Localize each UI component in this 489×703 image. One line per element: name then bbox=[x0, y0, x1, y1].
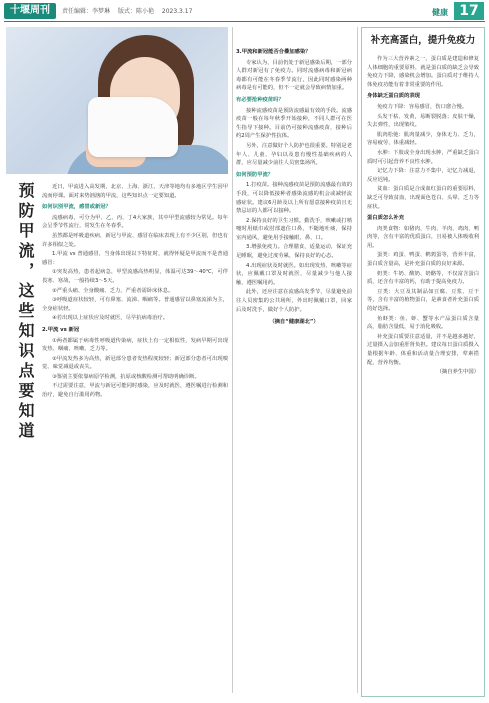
paragraph: 补充蛋白质要注意适量，并不是越多越好，过量摄入会加重肝肾负担。建议每日蛋白质摄入量根据年龄、体重和活动量合理安排，荤素搭配，营养均衡。 bbox=[367, 333, 479, 366]
subheading: 身体缺乏蛋白质的表现 bbox=[367, 93, 420, 100]
paragraph: ②甲流发热多为高热，新冠部分患者发热程度较轻；新冠部分患者可出现嗅觉、味觉减退或丧失。 bbox=[42, 355, 228, 371]
paragraph: ①突发高热，患者起病急，甲型流感高热明显，体温可达39～40℃，可伴畏寒、寒战，一般持续3～5天。 bbox=[42, 269, 228, 284]
paragraph: ①两者都属于病毒性呼吸道传染病，症状上有一定相似性，发病早期可出现发热、咽痛、咳嗽、乏力等。 bbox=[42, 337, 228, 353]
brand-logo: 十堰周刊 bbox=[4, 3, 56, 19]
paragraph: 水肿：下肢或全身出现水肿，严重缺乏蛋白质时可引起营养不良性水肿。 bbox=[367, 149, 479, 165]
subheading: 如何预防甲流？ bbox=[236, 171, 274, 178]
source-note: （摘自“健康湖北”） bbox=[269, 319, 319, 326]
paragraph: 鱼虾类：鱼、虾、蟹等水产品蛋白质含量高，脂肪含量低，易于消化吸收。 bbox=[367, 315, 479, 331]
paragraph: 蛋类：鸡蛋、鸭蛋、鹌鹑蛋等，营养丰富，蛋白质含量高，是补充蛋白质的良好来源。 bbox=[367, 252, 479, 268]
paragraph: ③鉴别主要依靠病原学检测，抗原或核酸检测可帮助明确诊断。 bbox=[52, 373, 200, 380]
header-meta bbox=[62, 6, 198, 15]
column-divider bbox=[232, 27, 233, 693]
paragraph: 贫血：蛋白质是合成血红蛋白的重要原料，缺乏可导致贫血，出现面色苍白、头晕、乏力等症状。 bbox=[367, 186, 479, 210]
paragraph: 另外，注意做好个人防护也很重要。特别是老年人、儿童、孕妇以及患有慢性基础疾病的人群，应尽量减少前往人员密集场所。 bbox=[236, 142, 352, 167]
subheading: 蛋白质怎么补充 bbox=[367, 215, 405, 222]
source-note: （摘自养生中国） bbox=[436, 369, 479, 376]
paragraph: 1.打疫苗。接种流感疫苗是预防流感最有效的手段，可以降低接种者感染流感的机会或减轻流感症状。建议6月龄及以上所有愿意接种疫苗且无禁忌证的人都可以接种。 bbox=[236, 182, 352, 215]
sneezing-woman-photo bbox=[6, 27, 228, 174]
paragraph: 不过需要注意，甲流与新冠可能同时感染，应及时就医，遵医嘱进行检测和治疗，避免自行滥用药物。 bbox=[42, 383, 228, 399]
subheading: 3.甲流和新冠能否合叠加感染？ bbox=[236, 49, 311, 55]
column-divider bbox=[357, 27, 358, 693]
paragraph: 接种流感疫苗是预防流感最有效的手段。流感疫苗一般在每年秋季开始接种，不同人群可在医生指导下接种。目前仍可接种流感疫苗，接种后约2周产生保护性抗体。 bbox=[236, 107, 352, 140]
page-number: 17 bbox=[454, 2, 484, 20]
paragraph: 作为三大营养素之一，蛋白质是建造和修复人体细胞的重要原料，就是蛋白质的缺乏会导致免疫力下降，感染机会增加。蛋白质对于维持人体免疫功能有着非常重要的作用。 bbox=[367, 56, 479, 88]
article-column-1 bbox=[42, 183, 228, 693]
paragraph: ④若出现以上症状应及时就医，尽早抗病毒治疗。 bbox=[52, 315, 168, 322]
header-rule bbox=[4, 21, 485, 22]
subheading: 有必要抢种疫苗吗？ bbox=[236, 96, 284, 103]
sidebar-box bbox=[361, 27, 485, 697]
paragraph: 1.甲流 vs 普通感冒，当身体出现以下特征时，就得怀疑是甲流而不是普通感冒： bbox=[42, 251, 228, 266]
editor-credit: 责任编辑：李梦琳 bbox=[62, 8, 111, 15]
paragraph: ③呼吸道症状较轻，可有鼻塞、流涕、咽痛等。普通感冒以鼻塞流涕为主，全身症状轻。 bbox=[42, 297, 228, 312]
paragraph: 免疫力下降：容易感冒，伤口愈合慢。 bbox=[377, 103, 468, 110]
page-header bbox=[0, 0, 489, 22]
sidebar-content bbox=[367, 29, 479, 378]
design-credit: 版式：陈小艳 bbox=[117, 8, 154, 15]
paragraph: 虽然都是呼吸道疾病，新冠与甲流、感冒在临床表现上有不少区别，但也有许多相似之处。 bbox=[42, 232, 228, 248]
paragraph: 头发干枯、发黄，易断裂脱落；皮肤干燥，失去弹性，出现皱纹。 bbox=[367, 113, 479, 129]
paragraph: 肌肉松弛：肌肉量减少，身体无力、乏力，容易疲劳，体重减轻。 bbox=[367, 131, 479, 147]
issue-date: 2023.3.17 bbox=[161, 8, 193, 15]
paragraph: 肉类食物：如猪肉、牛肉、羊肉、鸡肉、鸭肉等，含有丰富的优质蛋白，且易被人体吸收利用。 bbox=[367, 225, 479, 249]
paragraph: 豆类：大豆及其制品如豆腐、豆浆、豆干等，含有丰富的植物蛋白，是素食者补充蛋白质的好选择。 bbox=[367, 288, 479, 313]
sidebar-title: 补充高蛋白，提升免疫力 bbox=[370, 35, 476, 46]
paragraph: 记忆力下降：注意力不集中，记忆力减退，反应迟钝。 bbox=[367, 168, 479, 183]
paragraph: 3.增强免疫力。合理膳食，适量运动，保证充足睡眠，避免过度劳累，保持良好的心态。 bbox=[236, 244, 352, 260]
section-name: 健康 bbox=[432, 8, 448, 17]
lead-paragraph: 近日，甲流进入高发期，北京、上海、浙江、天津等地均有多地区学生因甲流而停课。面对来势汹汹的甲流，这些知识点一定要知道。 bbox=[42, 184, 228, 199]
article-column-2 bbox=[236, 45, 352, 690]
paragraph: 流感病毒，可分为甲、乙、丙、丁4大家族，其中甲型流感较为常见。每年会呈季节性流行，常发生在冬春季。 bbox=[42, 214, 228, 230]
paragraph: ②严重头痛、全身酸痛、乏力，严重者需卧床休息。 bbox=[52, 287, 174, 294]
paragraph: 此外，还应注意在流感高发季节，尽量避免前往人员密集的公共场所，外出时佩戴口罩，回家后及时洗手，做好个人防护。 bbox=[236, 289, 352, 313]
paragraph: 4.出现症状及时就医。如出现发热、咳嗽等症状，应佩戴口罩及时就医，尽量减少与他人接触，遵医嘱用药。 bbox=[236, 262, 352, 286]
headline-text: 预防甲流，这些知识点要知道 bbox=[16, 182, 35, 442]
subheading: 2.甲流 vs 新冠 bbox=[42, 326, 80, 333]
headline bbox=[16, 182, 34, 512]
paragraph: 2.保持良好的卫生习惯。勤洗手，咳嗽或打喷嚏时用纸巾或肘部遮住口鼻，不随地吐痰，保持室内通风，避免用手接触眼、鼻、口。 bbox=[236, 217, 352, 241]
paragraph: 奶类：牛奶、酸奶、奶酪等，不仅富含蛋白质，还含有丰富的钙，有助于提高免疫力。 bbox=[367, 270, 479, 286]
subheading: 如何识别甲流，感冒或新冠？ bbox=[42, 204, 111, 211]
paragraph: 专家认为，目前仍处于新冠感染后期，一部分人群对新冠有了免疫力。同时流感病毒和新冠病毒都有可能在冬春季节流行，因此同时感染两种病毒是有可能的，但不一定就会导致病情加重。 bbox=[236, 59, 352, 92]
